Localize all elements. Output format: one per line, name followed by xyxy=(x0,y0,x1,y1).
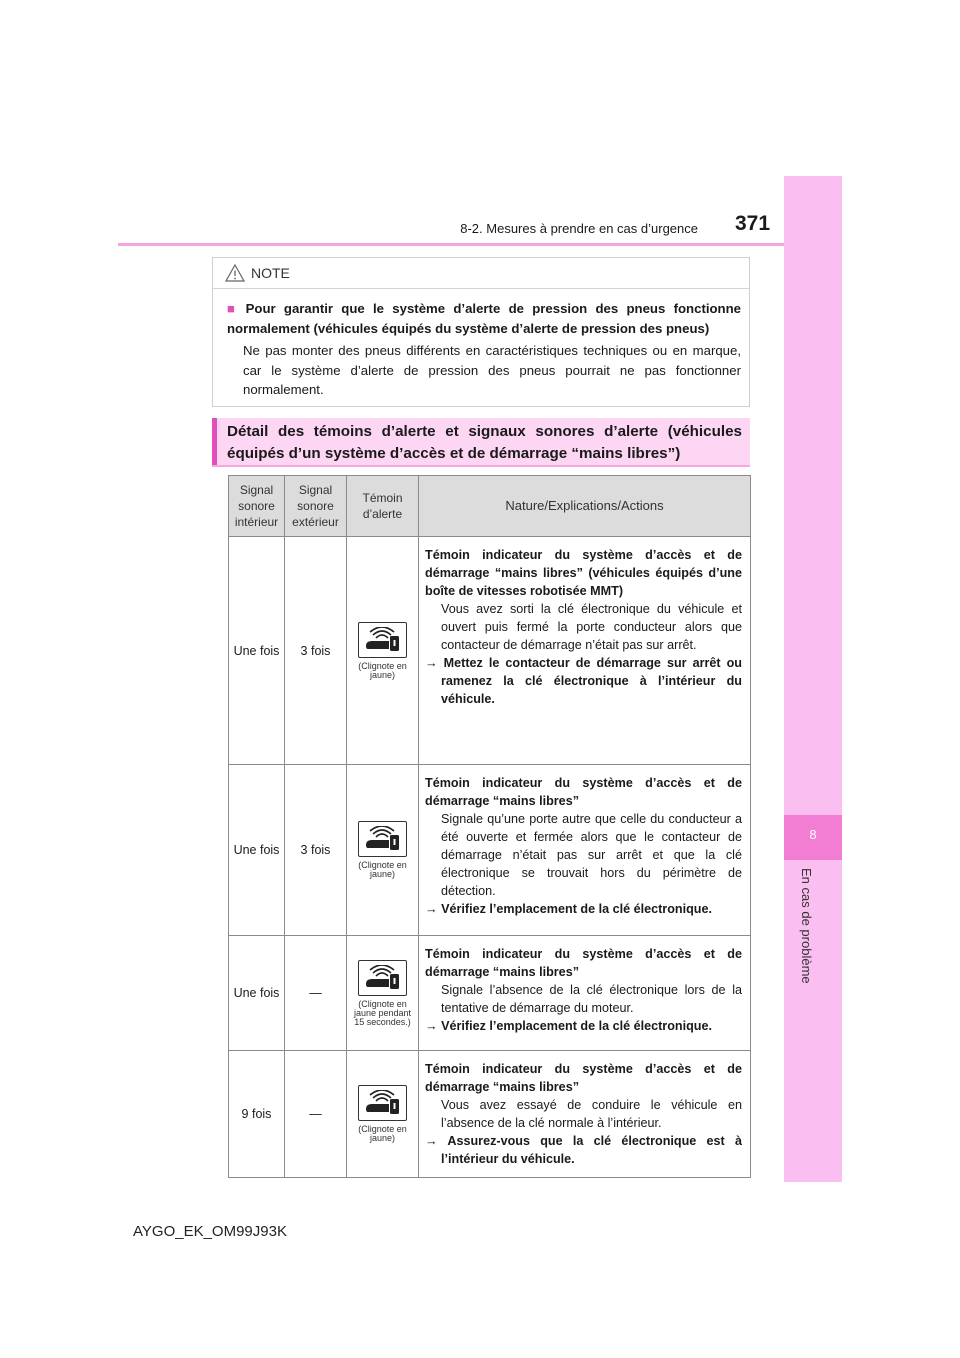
row-action: → Assurez-vous que la clé électronique est à l’intérieur du véhicule. xyxy=(425,1134,742,1166)
outer-signal-cell: 3 fois xyxy=(285,765,347,936)
header-inner-signal: Signal sonore intérieur xyxy=(229,476,285,537)
inner-signal-cell: Une fois xyxy=(229,537,285,765)
warning-lamp-cell xyxy=(347,936,419,1051)
section-heading: Détail des témoins d’alerte et signaux sonores d’alerte (véhicules équipés d’un système d’accès et de démarrage “mains libres”) xyxy=(212,418,750,465)
section-title: 8-2. Mesures à prendre en cas d’urgence xyxy=(460,221,698,236)
note-box xyxy=(212,257,750,407)
header-warning-lamp: Témoin d’alerte xyxy=(347,476,419,537)
smart-key-warning-icon xyxy=(358,821,407,857)
note-divider xyxy=(213,288,749,289)
header-outer-signal: Signal sonore extérieur xyxy=(285,476,347,537)
document-code: AYGO_EK_OM99J93K xyxy=(133,1223,287,1240)
outer-signal-cell: — xyxy=(285,936,347,1051)
section-heading-underline xyxy=(212,465,750,467)
row-action: → Vérifiez l’emplacement de la clé électronique. xyxy=(425,902,712,916)
row-explanation: Vous avez sorti la clé électronique du véhicule et ouvert puis fermé la porte conducteur alors que contacteur de démarrage n’était pas sur arrêt. xyxy=(441,602,742,652)
warning-triangle-icon xyxy=(225,264,245,282)
inner-signal-cell: Une fois xyxy=(229,765,285,936)
lamp-note: (Clignote en jaune) xyxy=(358,1124,407,1143)
note-title xyxy=(227,299,741,339)
table-row xyxy=(229,936,751,1051)
lamp-note: (Clignote en jaune) xyxy=(358,660,407,680)
note-title-text: Pour garantir que le système d’alerte de pression des pneus fonctionne normalement (véhicules équipés du système d’alerte de pression des pneus) xyxy=(227,301,741,336)
smart-key-warning-icon xyxy=(358,960,407,996)
note-header xyxy=(225,264,290,282)
bullet-square-icon: ■ xyxy=(227,301,240,316)
lamp-note: (Clignote en jaune) xyxy=(358,860,407,879)
outer-signal-cell: — xyxy=(285,1051,347,1178)
table-row xyxy=(229,1051,751,1178)
outer-signal-cell: 3 fois xyxy=(285,537,347,765)
chapter-side-tab xyxy=(784,176,842,1182)
warning-table xyxy=(228,475,751,1178)
smart-key-warning-icon xyxy=(358,622,407,658)
smart-key-warning-icon xyxy=(358,1085,407,1121)
nature-cell xyxy=(419,765,751,936)
header-nature: Nature/Explications/Actions xyxy=(419,476,751,537)
chapter-number-tab[interactable]: 8 xyxy=(784,815,842,860)
warning-lamp-cell xyxy=(347,537,419,765)
row-title: Témoin indicateur du système d’accès et de démarrage “mains libres” xyxy=(425,1062,742,1094)
row-explanation: Signale qu’une porte autre que celle du conducteur a été ouverte et fermée alors que le contacteur de démarrage n’était pas sur arrêt et que la clé électronique se trouvait hors du périmètre de détection. xyxy=(441,812,742,898)
inner-signal-cell: Une fois xyxy=(229,936,285,1051)
row-action: → Mettez le contacteur de démarrage sur arrêt ou ramenez la clé électronique à l’intérieur du véhicule. xyxy=(425,656,742,706)
nature-cell xyxy=(419,936,751,1051)
warning-lamp-cell xyxy=(347,1051,419,1178)
row-action: → Vérifiez l’emplacement de la clé électronique. xyxy=(425,1019,712,1033)
row-explanation: Signale l’absence de la clé électronique lors de la tentative de démarrage du moteur. xyxy=(441,983,742,1015)
row-explanation: Vous avez essayé de conduire le véhicule en l’absence de la clé normale à l’intérieur. xyxy=(441,1098,742,1130)
inner-signal-cell: 9 fois xyxy=(229,1051,285,1178)
chapter-title: En cas de problème xyxy=(799,868,814,984)
nature-cell xyxy=(419,537,751,765)
note-label: NOTE xyxy=(251,265,290,281)
lamp-note: (Clignote en jaune pendant 15 secondes.) xyxy=(353,998,412,1027)
row-title: Témoin indicateur du système d’accès et de démarrage “mains libres” (véhicules équipés d’une boîte de vitesses robotisée MMT) xyxy=(425,548,742,598)
table-header-row xyxy=(229,476,751,537)
row-title: Témoin indicateur du système d’accès et de démarrage “mains libres” xyxy=(425,947,742,979)
warning-lamp-cell xyxy=(347,765,419,936)
header-rule xyxy=(118,243,842,246)
page-number: 371 xyxy=(735,212,771,235)
table-row xyxy=(229,765,751,936)
row-title: Témoin indicateur du système d’accès et de démarrage “mains libres” xyxy=(425,776,742,808)
note-body: Ne pas monter des pneus différents en caractéristiques techniques ou en marque, car le système d’alerte de pression des pneus pourrait ne pas fonctionner normalement. xyxy=(243,343,741,397)
nature-cell xyxy=(419,1051,751,1178)
table-row xyxy=(229,537,751,765)
